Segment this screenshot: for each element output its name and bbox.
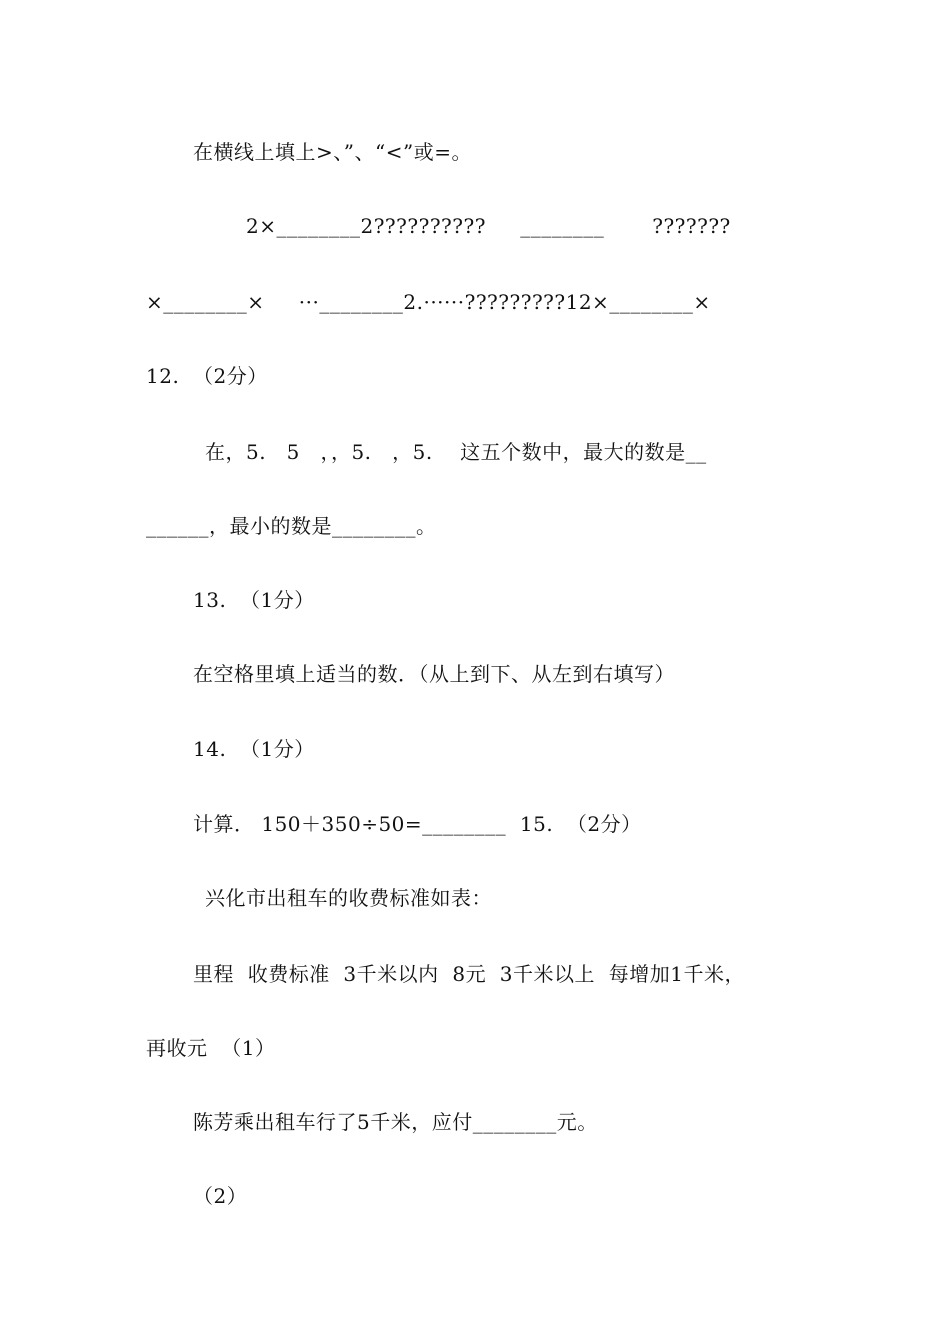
question-12-text: 在，5. 5 ，，5. ，5. 这五个数中，最大的数是__ xyxy=(205,440,707,464)
question-12-text-cont: ______，最小的数是________。 xyxy=(146,514,437,538)
question-15-part-2: （2） xyxy=(193,1184,248,1208)
question-15-part-1: 陈芳乘出租车行了5千米，应付________元。 xyxy=(193,1110,598,1134)
fare-table-text-cont: 再收元 （1） xyxy=(146,1036,276,1060)
question-13-text: 在空格里填上适当的数．（从上到下、从左到右填写） xyxy=(193,662,675,686)
compare-row-2: ×________× ···________2.······?????????12×________× xyxy=(146,290,711,314)
compare-row-1: 2×________2?????????? ________ ??????? xyxy=(246,214,731,238)
question-12-header: 12. （2分） xyxy=(146,364,268,388)
question-13-header: 13. （1分） xyxy=(193,588,315,612)
instruction-compare: 在横线上填上>、”、“<”或=。 xyxy=(193,140,472,164)
question-14-text: 计算． 150＋350÷50=________ 15. （2分） xyxy=(193,812,642,836)
question-15-text: 兴化市出租车的收费标准如表： xyxy=(205,886,492,910)
fare-table-text: 里程 收费标准 3千米以内 8元 3千米以上 每增加1千米， xyxy=(193,962,745,986)
question-14-header: 14. （1分） xyxy=(193,737,315,761)
